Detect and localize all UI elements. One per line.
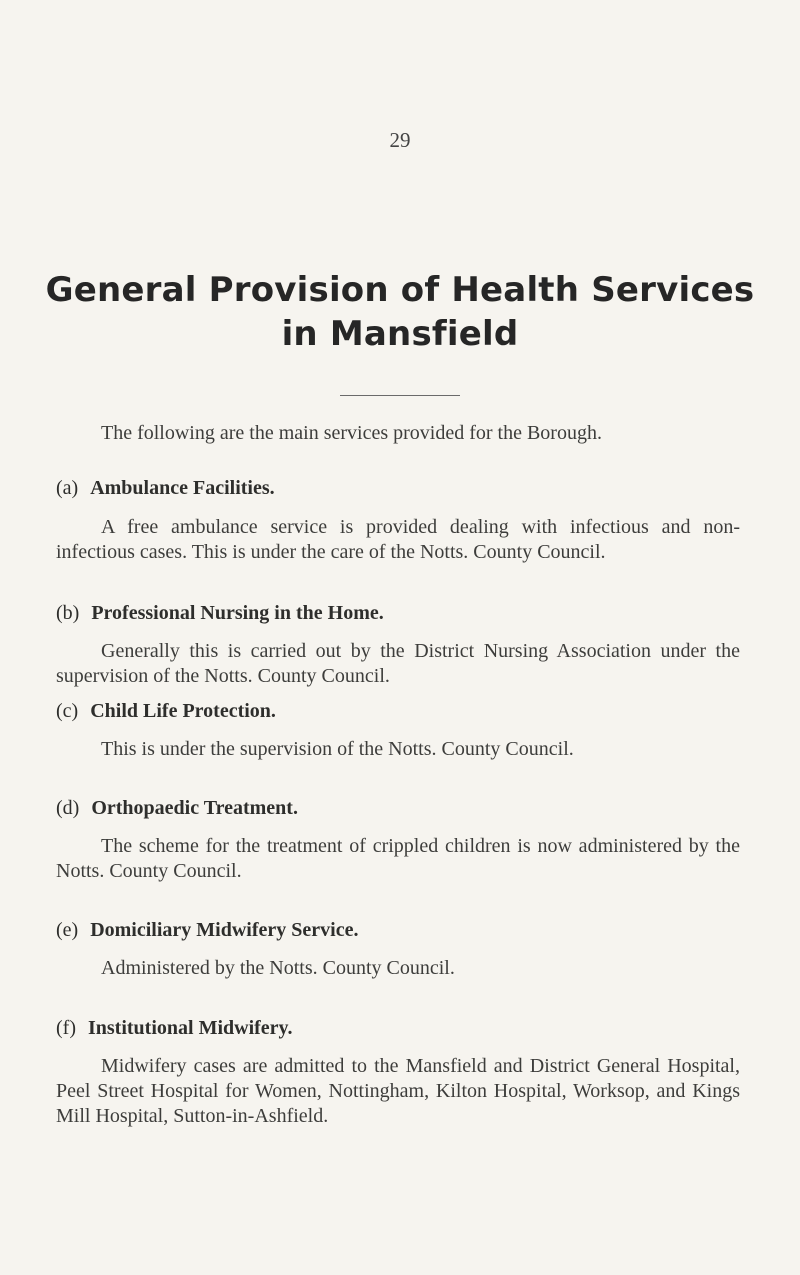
- section-heading-e: [56, 917, 716, 943]
- section-body-f: Midwifery cases are admitted to the Mansfield and District General Hospital, Peel Street Hospital for Women, Nottingham, Kilton Hospital, Worksop, and Kings Mill Hospital, Sutton-in-Ashfield.: [56, 1055, 740, 1127]
- section-letter: (c): [56, 700, 79, 722]
- section-heading-b: [56, 600, 716, 626]
- title-divider: [340, 395, 460, 396]
- page-title: [0, 268, 800, 356]
- page-number: 29: [389, 128, 411, 152]
- section-title: Institutional Midwifery.: [87, 1017, 293, 1039]
- section-heading-a: [56, 475, 716, 501]
- title-line-2: in Mansfield: [281, 314, 519, 354]
- section-letter: (a): [56, 477, 79, 499]
- section-body-e: Administered by the Notts. County Council.: [101, 957, 455, 979]
- section-title: Professional Nursing in the Home.: [91, 602, 384, 624]
- section-body-b: Generally this is carried out by the District Nursing Association under the supervision of the Notts. County Council.: [56, 640, 740, 687]
- section-heading-f: [56, 1015, 716, 1041]
- section-title: Domiciliary Midwifery Service.: [90, 919, 359, 941]
- section-title: Ambulance Facilities.: [90, 477, 275, 499]
- title-line-1: General Provision of Health Services: [45, 270, 755, 310]
- section-title: Orthopaedic Treatment.: [91, 797, 298, 819]
- section-heading-c: [56, 698, 716, 724]
- section-heading-d: [56, 795, 716, 821]
- section-title: Child Life Protection.: [90, 700, 276, 722]
- section-letter: (b): [56, 602, 80, 624]
- intro-paragraph: The following are the main services provided for the Borough.: [101, 422, 602, 444]
- section-body-d: The scheme for the treatment of crippled children is now administered by the Notts. County Council.: [56, 835, 740, 882]
- section-letter: (d): [56, 797, 80, 819]
- section-letter: (f): [56, 1017, 76, 1039]
- section-body-a: A free ambulance service is provided dealing with infectious and non-infectious cases. This is under the care of the Notts. County Council.: [56, 516, 740, 563]
- section-letter: (e): [56, 919, 79, 941]
- section-body-c: This is under the supervision of the Notts. County Council.: [101, 738, 574, 760]
